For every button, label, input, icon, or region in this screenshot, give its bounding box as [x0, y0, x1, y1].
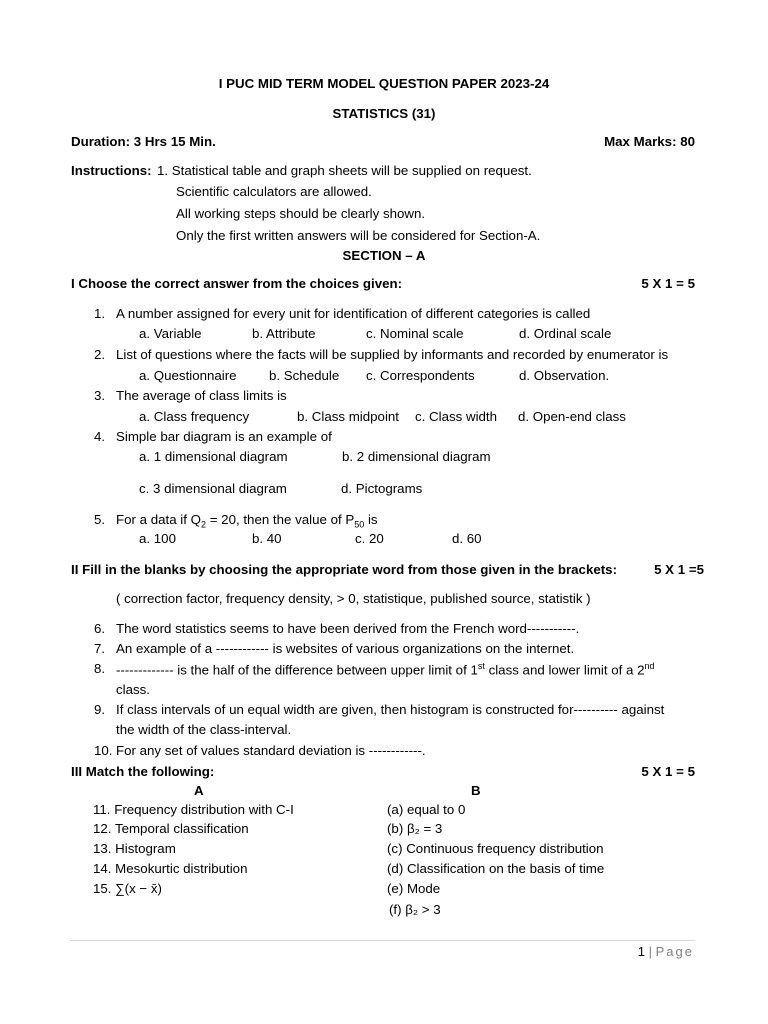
question-number: 7.: [94, 641, 106, 656]
option: c. 20: [355, 531, 384, 546]
match-left-item: 15. ∑(x − x̄): [93, 881, 162, 896]
match-right-item: (a) equal to 0: [387, 802, 466, 817]
match-right-item: (f) β₂ > 3: [389, 902, 441, 917]
match-left-item: 12. Temporal classification: [93, 821, 249, 836]
section-a-title: SECTION – A: [342, 248, 426, 263]
instruction-item: All working steps should be clearly shown.: [176, 206, 426, 221]
instruction-item: Only the first written answers will be considered for Section-A.: [176, 228, 541, 243]
part3-marks: 5 X 1 = 5: [641, 764, 695, 779]
question-text: The word statistics seems to have been derived from the French word-----------.: [116, 621, 580, 636]
max-marks: Max Marks: 80: [604, 134, 695, 149]
option: c. Correspondents: [366, 368, 475, 383]
duration: Duration: 3 Hrs 15 Min.: [71, 134, 216, 149]
page-number: 1: [637, 944, 645, 959]
question-text: For any set of values standard deviation is ------------.: [116, 743, 426, 758]
option: d. Open-end class: [518, 409, 626, 424]
question-number: 1.: [94, 306, 106, 321]
instruction-item: 1. Statistical table and graph sheets will be supplied on request.: [157, 163, 532, 178]
option: c. Nominal scale: [366, 326, 464, 341]
option: d. Observation.: [519, 368, 610, 383]
option: a. Class frequency: [139, 409, 250, 424]
question-text: The average of class limits is: [116, 388, 287, 403]
column-b-header: B: [471, 783, 481, 798]
question-text-continued: the width of the class-interval.: [116, 722, 292, 737]
option: b. 2 dimensional diagram: [342, 449, 491, 464]
part1-heading: I Choose the correct answer from the choices given:: [71, 276, 403, 291]
match-right-item: (e) Mode: [387, 881, 441, 896]
question-number: 6.: [94, 621, 106, 636]
match-right-item: (c) Continuous frequency distribution: [387, 841, 604, 856]
option: c. 3 dimensional diagram: [139, 481, 287, 496]
question-text: An example of a ------------ is websites of various organizations on the internet.: [116, 641, 575, 656]
option: d. Ordinal scale: [519, 326, 612, 341]
question-number: 2.: [94, 347, 106, 362]
question-text: Simple bar diagram is an example of: [116, 429, 332, 444]
match-left-item: 13. Histogram: [93, 841, 176, 856]
instruction-item: Scientific calculators are allowed.: [176, 184, 372, 199]
question-text-continued: class.: [116, 682, 150, 697]
page-footer: [638, 944, 694, 959]
question-text: A number assigned for every unit for identification of different categories is called: [116, 306, 591, 321]
option: d. Pictograms: [341, 481, 423, 496]
question-number: 8.: [94, 661, 106, 676]
part2-marks: 5 X 1 =5: [654, 562, 704, 577]
part2-heading: II Fill in the blanks by choosing the appropriate word from those given in the brackets:: [71, 562, 617, 577]
question-number: 5.: [94, 512, 106, 527]
match-left-item: 11. Frequency distribution with C-I: [93, 802, 294, 817]
option: a. 100: [139, 531, 176, 546]
question-number: 9.: [94, 702, 106, 717]
question-number: 3.: [94, 388, 106, 403]
match-left-item: 14. Mesokurtic distribution: [93, 861, 248, 876]
option: b. Attribute: [252, 326, 316, 341]
option: a. Variable: [139, 326, 202, 341]
question-text: If class intervals of un equal width are given, then histogram is constructed for---------- against: [116, 702, 665, 717]
part3-heading: III Match the following:: [71, 764, 215, 779]
question-text: ------------- is the half of the difference between upper limit of 1st class and lower limit of a 2nd: [116, 661, 655, 678]
option: b. Class midpoint: [297, 409, 399, 424]
paper-title: I PUC MID TERM MODEL QUESTION PAPER 2023-24: [218, 76, 550, 91]
subject-title: STATISTICS (31): [332, 106, 436, 121]
instructions-label: Instructions:: [71, 163, 152, 178]
question-number: 10.: [94, 743, 113, 758]
match-right-item: (b) β₂ = 3: [387, 821, 443, 836]
word-bank: ( correction factor, frequency density, > 0, statistique, published source, statistik ): [116, 591, 591, 606]
option: d. 60: [452, 531, 482, 546]
option: a. Questionnaire: [139, 368, 237, 383]
option: c. Class width: [415, 409, 498, 424]
question-text: For a data if $Q_2 = 20$, then the value of $P_{50}$ is: [116, 512, 378, 530]
option: b. 40: [252, 531, 282, 546]
question-number: 4.: [94, 429, 106, 444]
column-a-header: A: [194, 783, 204, 798]
match-right-item: (d) Classification on the basis of time: [387, 861, 605, 876]
page-separator: |: [648, 944, 652, 959]
option: a. 1 dimensional diagram: [139, 449, 288, 464]
page-label: Page: [655, 944, 694, 959]
question-text: List of questions where the facts will be supplied by informants and recorded by enumerator is: [116, 347, 669, 362]
part1-marks: 5 X 1 = 5: [641, 276, 695, 291]
option: b. Schedule: [269, 368, 340, 383]
footer-rule: [70, 940, 695, 941]
